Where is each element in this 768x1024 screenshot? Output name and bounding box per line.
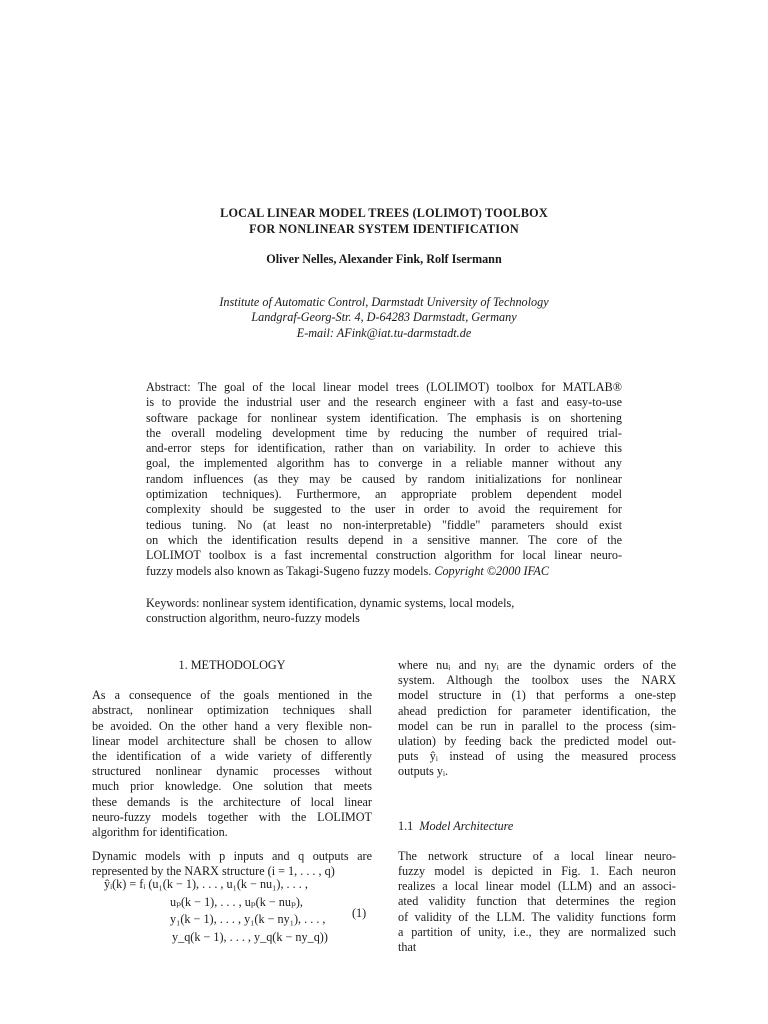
abstract-line: and-error steps for identification, rather than on variability. In order to achieve this: [146, 441, 622, 456]
left-column: [92, 658, 372, 880]
paragraph-line: abstract, nonlinear optimization techniques shall: [92, 703, 372, 718]
paragraph: [92, 688, 372, 840]
paragraph-line: structured nonlinear dynamic processes without: [92, 764, 372, 779]
paragraph-line: realizes a local linear model (LLM) and an associ-: [398, 879, 676, 894]
equation-row: uₚ(k − 1), . . . , uₚ(k − nuₚ),: [170, 894, 303, 909]
paragraph-line: model can be run in parallel to the process (sim-: [398, 718, 676, 733]
right-column: [398, 658, 676, 955]
paragraph-line: the identification of a wide variety of differently: [92, 749, 372, 764]
abstract-line: goal, the implemented algorithm has to converge in a reliable manner without any: [146, 456, 622, 471]
abstract-line: is to provide the industrial user and the research engineer with a fast and easy-to-use: [146, 395, 622, 410]
paragraph-line: that: [398, 940, 417, 955]
equation-row: ŷᵢ(k) = fᵢ (u₁(k − 1), . . . , u₁(k − nu₁), . . . ,: [104, 877, 308, 891]
abstract-line: complexity should be suggested to the user in order to avoid the requirement for: [146, 502, 622, 517]
paragraph-line: ated validity function that determines the region: [398, 894, 676, 909]
paragraph-line: Dynamic models with p inputs and q outputs are: [92, 849, 372, 864]
paragraph-line: algorithm for identification.: [92, 825, 228, 840]
abstract-line-text: fuzzy models also known as Takagi-Sugeno fuzzy models.: [146, 563, 432, 578]
paragraph-line: The network structure of a local linear neuro-: [398, 848, 676, 863]
paragraph-line: system. Although the toolbox uses the NARX: [398, 673, 676, 688]
abstract-line: random influences (as they may be caused by random initializations for nonlinear: [146, 471, 622, 486]
affiliation-line: Landgraf-Georg-Str. 4, D-64283 Darmstadt, Germany: [251, 310, 517, 325]
subsection-title: Model Architecture: [419, 818, 514, 833]
equation-row: y₁(k − 1), . . . , y₁(k − ny₁), . . . ,: [170, 912, 326, 926]
paragraph-line: a partition of unity, i.e., they are normalized such: [398, 924, 676, 939]
paragraph-line: fuzzy model is depicted in Fig. 1. Each neuron: [398, 864, 676, 879]
paragraph-line: As a consequence of the goals mentioned in the: [92, 688, 372, 703]
paragraph-line: these demands is the architecture of local linear: [92, 794, 372, 809]
affiliation-line: Institute of Automatic Control, Darmstadt University of Technology: [219, 295, 549, 309]
author-list: Oliver Nelles, Alexander Fink, Rolf Isermann: [266, 252, 502, 266]
equation-number: (1): [352, 906, 367, 920]
equation-1: [104, 876, 328, 946]
title-line: FOR NONLINEAR SYSTEM IDENTIFICATION: [249, 221, 519, 236]
abstract-line: Abstract: The goal of the local linear model trees (LOLIMOT) toolbox for MATLAB®: [146, 380, 622, 394]
abstract: [146, 380, 622, 579]
paragraph-line: be avoided. On the other hand a very flexible non-: [92, 718, 372, 733]
paragraph-line: represented by the NARX structure (i = 1, . . . , q): [92, 864, 335, 879]
abstract-line: optimization techniques). Furthermore, an appropriate problem dependent model: [146, 487, 622, 502]
abstract-line: on which the identification results depend in a sensitive manner. The core of the: [146, 532, 622, 547]
paragraph: [398, 849, 676, 955]
abstract-line: LOLIMOT toolbox is a fast incremental construction algorithm for local linear neuro-: [146, 548, 622, 563]
paragraph-line: of validity of the LLM. The validity functions form: [398, 909, 676, 924]
affiliation: [90, 295, 678, 341]
paper-title: [90, 206, 678, 237]
paragraph: [398, 658, 676, 780]
abstract-line: the overall modeling development time by reducing the number of required trial-: [146, 425, 622, 440]
paragraph-line: where nuᵢ and nyᵢ are the dynamic orders of the: [398, 658, 676, 672]
paragraph-line: linear model architecture shall be chosen to allow: [92, 733, 372, 748]
copyright-notice: Copyright ©2000 IFAC: [434, 563, 549, 578]
keywords-line: construction algorithm, neuro-fuzzy models: [146, 611, 360, 626]
subsection-number: 1.1: [398, 818, 414, 833]
abstract-line: tedious tuning. No (at least no non-interpretable) "fiddle" parameters should exist: [146, 517, 622, 532]
paragraph-line: outputs yᵢ.: [398, 764, 449, 779]
paragraph-line: neuro-fuzzy models together with the LOLIMOT: [92, 809, 372, 824]
paragraph-line: much prior knowledge. One solution that meets: [92, 779, 372, 794]
title-line: LOCAL LINEAR MODEL TREES (LOLIMOT) TOOLBOX: [220, 206, 548, 220]
paragraph-line: puts ŷᵢ instead of using the measured process: [398, 749, 676, 764]
keywords: [146, 596, 622, 627]
paragraph-line: ulation) by feeding back the predicted model out-: [398, 734, 676, 749]
paragraph-line: ahead prediction for parameter identification, the: [398, 703, 676, 718]
abstract-line: software package for nonlinear system identification. The emphasis is on shortening: [146, 410, 622, 425]
equation-row: y_q(k − 1), . . . , y_q(k − ny_q)): [172, 929, 328, 944]
section-heading: 1. METHODOLOGY: [178, 658, 286, 672]
paragraph-line: model structure in (1) that performs a one-step: [398, 688, 676, 703]
subsection-heading: [398, 819, 676, 834]
keywords-line: Keywords: nonlinear system identification, dynamic systems, local models,: [146, 596, 515, 610]
abstract-last-line: [146, 564, 622, 579]
email-line: E-mail: AFink@iat.tu-darmstadt.de: [296, 325, 472, 340]
